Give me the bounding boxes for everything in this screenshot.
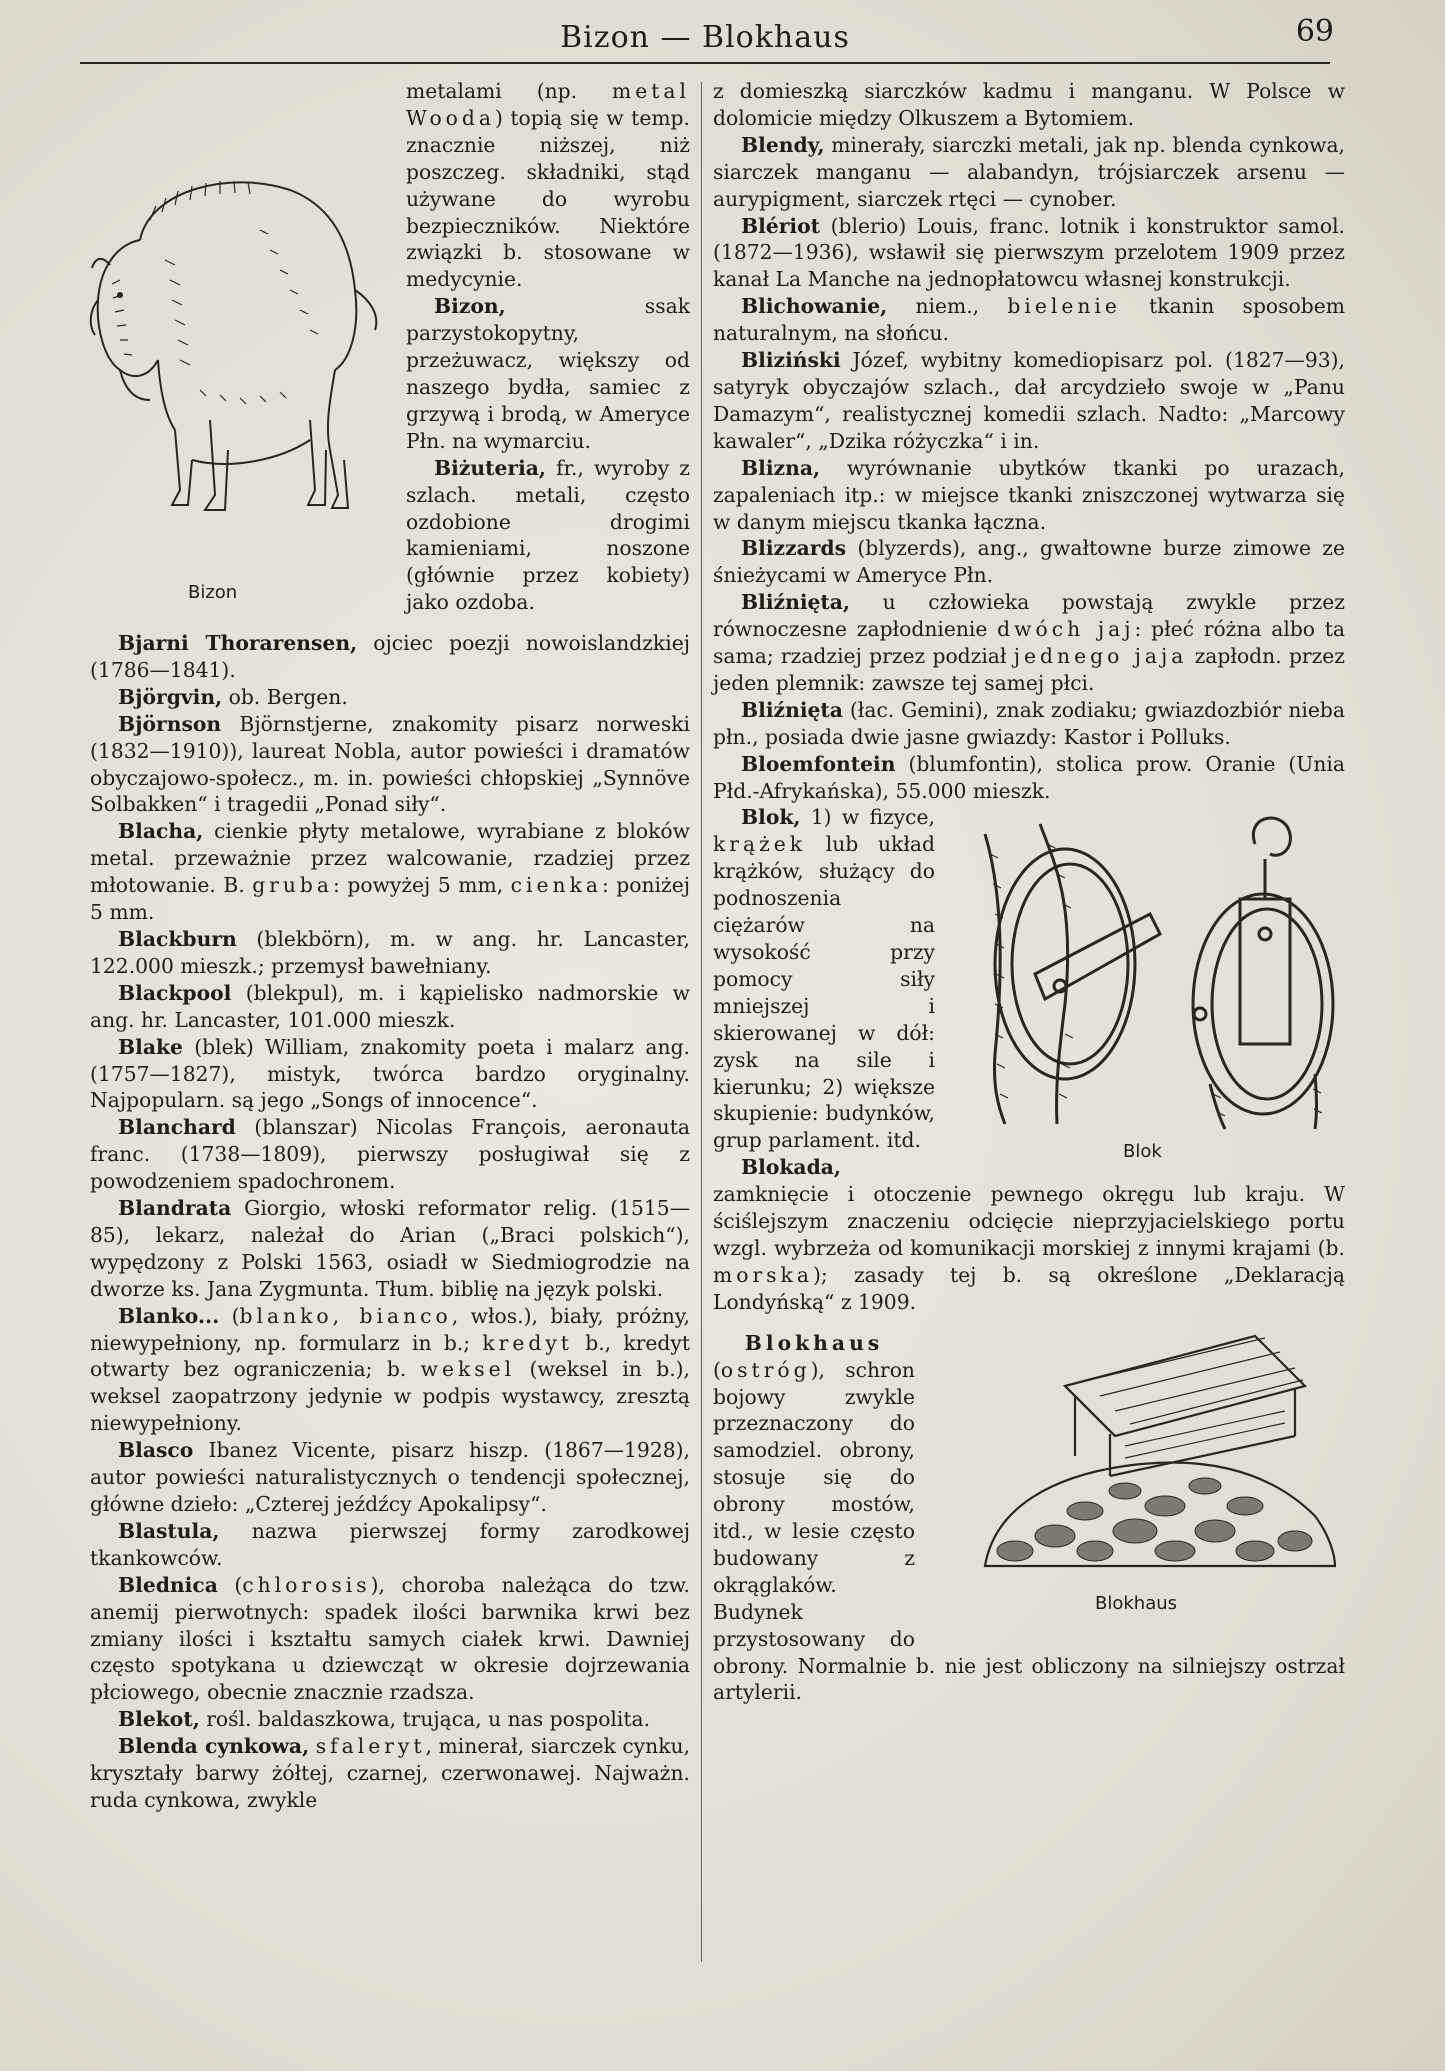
entry-text: (blek) William, znakomity poeta i malarz ang. (1757—1827), mistyk, twórca bardzo oryginalny. Najpopularn. są jego „Songs of innocence“. — [90, 1034, 690, 1113]
headword: Bizon, — [434, 294, 506, 319]
headword: Blastula, — [118, 1518, 220, 1543]
headword: Bjarni Thorarensen, — [118, 631, 358, 655]
entry-bjorgvin — [90, 684, 690, 711]
headword: Blandrata — [118, 1196, 232, 1221]
headword: Blizzards — [741, 536, 847, 561]
headword: Blériot — [741, 213, 821, 238]
entry-text: ), schron bojowy zwykle przeznaczony do samodziel. obrony, stosuje się do obrony mostów, itd., w lesie często budowany z okrąglaków. Budynek przystosowany do obrony. Normalnie b. nie jest obliczony na silniejszy ostrzał artylerii. — [713, 1357, 1345, 1705]
spaced-term: bielenie — [1007, 294, 1121, 319]
spaced-term: jednego jaja — [1013, 644, 1188, 669]
entry-text: zamknięcie i otoczenie pewnego okręgu lub kraju. W ściślejszym znaczeniu odcięcie nieprzyjacielskiego portu wzgl. wybrzeża od komunikacji morskiej z innymi krajami (b. — [713, 1182, 1345, 1260]
headword: Blanchard — [118, 1115, 236, 1140]
entry-blasco — [90, 1437, 690, 1518]
right-column — [713, 78, 1345, 1706]
entry-text: ssak parzystokopytny, przeżuwacz, większy od naszego bydła, samiec z grzywą i brodą, w Ameryce Płn. na wymarciu. — [406, 294, 690, 453]
headword: Blanko... — [118, 1303, 220, 1328]
headword: Björgvin, — [118, 684, 223, 709]
headword: Blekot, — [118, 1707, 200, 1732]
entry-text: metalami (np. — [406, 79, 613, 103]
entry-bloemfontein — [713, 751, 1345, 805]
spaced-term: dwóch jaj — [997, 617, 1135, 642]
entry-text: ( — [219, 1303, 240, 1328]
spaced-term: blanko, bianco — [239, 1303, 452, 1328]
entry-text: (weksel in b.), weksel zaopatrzony jedynie w podpis wystawcy, zresztą niewypełniony. — [90, 1357, 690, 1436]
entry-bjornson — [90, 711, 690, 819]
entry-text: , minerał, siarczek cynku, kryształy barwy żółtej, czarnej, czerwonawej. Najważn. ruda cynkowa, zwykle — [90, 1734, 690, 1812]
entry-bleriot — [713, 213, 1345, 294]
entry-text: (blekbörn), m. w ang. hr. Lancaster, 122.000 mieszk.; przemysł bawełniany. — [90, 926, 690, 978]
headword: Blake — [118, 1034, 183, 1059]
spaced-term: metal Wooda — [406, 79, 690, 130]
entry-text: Björnstjerne, znakomity pisarz norweski (1832—1910)), laureat Nobla, autor powieści i dramatów obyczajowo-społecz., m. in. powieści chłopskiej „Synnöve Solbakken“ i tragedii „Ponad siły“. — [90, 711, 690, 817]
entry-text: , włos.), biały, próżny, niewypełniony, np. formularz in b.; — [90, 1303, 691, 1355]
entry-blednica — [90, 1572, 690, 1707]
entry-blichowanie — [713, 293, 1345, 347]
entry-continuation — [713, 78, 1345, 132]
running-header — [80, 14, 1334, 64]
entry-text: (blekpul), m. i kąpielisko nadmorskie w ang. hr. Lancaster, 101.000 mieszk. — [90, 980, 690, 1032]
entry-text: (łac. Gemini), znak zodiaku; gwiazdozbiór nieba płn., posiada dwie jasne gwiazdy: Kastor i Polluks. — [713, 697, 1345, 749]
entry-text: minerały, siarczki metali, jak np. blenda cynkowa, siarczek manganu — alabandyn, trójsiarczek arsenu — aurypigment, siarczek rtęci — cynober. — [713, 132, 1345, 211]
headword: Blokada, — [741, 1155, 841, 1180]
entry-blizzards — [713, 535, 1345, 589]
headword: Bliźnięta — [741, 697, 843, 722]
entry-blanchard — [90, 1114, 690, 1195]
entry-text: lub układ krążków, służący do podnoszenia ciężarów na wysokość przy pomocy siły mniejszej i skierowanej w dół: zysk na sile i kierunku; 2) większe skupienie: budynków, grup parlament. itd. — [713, 832, 935, 1153]
entry-blizinski — [713, 347, 1345, 455]
bison-caption: Bizon — [188, 582, 238, 603]
entry-text: Giorgio, włoski reformator relig. (1515—85), lekarz, należał do Arian („Braci polskich“), wypędzony z Polski 1563, osiadł w Siedmiogrodzie na dworze ks. Jana Zygmunta. Tłum. biblię na język polski. — [90, 1196, 690, 1301]
headword: Bliźnięta, — [741, 590, 850, 615]
entry-text: ( — [217, 1572, 243, 1597]
bison-illustration — [80, 160, 390, 600]
entry-text: tkanin sposobem naturalnym, na słońcu. — [713, 294, 1345, 346]
spaced-term: morska — [713, 1262, 813, 1287]
entry-blandrata — [90, 1195, 690, 1303]
headword: Björnson — [118, 711, 222, 736]
entry-blackburn — [90, 926, 690, 980]
header-title: Bizon — Blokhaus — [560, 20, 850, 55]
left-column — [90, 78, 690, 1814]
entry-text: (blanszar) Nicolas François, aeronauta franc. (1738—1809), pierwszy posługiwał się z powodzeniem spadochronem. — [90, 1115, 690, 1194]
entry-text: ( — [713, 1357, 721, 1382]
headword: Blasco — [118, 1438, 194, 1463]
entry-blastula — [90, 1518, 690, 1572]
entry-text: ojciec poezji nowoislandzkiej (1786—1841). — [90, 631, 690, 682]
spaced-term: kredyt — [482, 1330, 573, 1355]
entry-text: : płeć różna albo ta sama; rzadziej przez podział — [713, 617, 1345, 669]
blok-figure — [945, 804, 1345, 1164]
entry-text: (blyzerds), ang., gwałtowne burze zimowe ze śnieżycami w Ameryce Płn. — [713, 536, 1345, 588]
entry-text: zapłodn. przez jeden plemnik: zawsze tej samej płci. — [713, 644, 1345, 695]
headword: Blednica — [118, 1572, 218, 1597]
entry-blokada — [713, 1154, 1345, 1315]
entry-blekot — [90, 1706, 690, 1733]
headword: Blizna, — [741, 455, 821, 480]
entry-text: u człowieka powstają zwykle przez równoczesne zapłodnienie — [713, 590, 1345, 642]
headword: Bloemfontein — [741, 751, 896, 776]
blokhaus-figure — [925, 1316, 1345, 1626]
entry-text: ), choroba należąca do tzw. anemij pierwotnych: spadek ilości barwnika krwi bez zmiany ilości i kształtu samych ciałek krwi. Dawniej często spotykana u dziewcząt w okresie dojrzewania płciowego, obecnie znacznie rzadsza. — [90, 1572, 690, 1705]
entry-text: z domieszką siarczków kadmu i manganu. W Polsce w dolomicie między Olkuszem a Bytomiem. — [713, 79, 1345, 130]
entry-text: Józef, wybitny komediopisarz pol. (1827—93), satyryk obyczajów szlach., dał arcydzieło swoje w „Panu Damazym“, realistycznej komedii szlach. Nadto: „Marcowy kawaler“, „Dzika różyczka“ i in. — [713, 348, 1345, 453]
headword: Blackburn — [118, 926, 237, 951]
entry-blendy — [713, 132, 1345, 213]
entry-blenda-cynkowa — [90, 1733, 690, 1814]
headword: Blenda cynkowa, — [118, 1734, 310, 1759]
spaced-term: cienka — [510, 873, 602, 898]
entry-blacha — [90, 818, 690, 926]
entry-text: cienkie płyty metalowe, wyrabiane z bloków metal. przeważnie przez walcowanie, rzadziej przez młotowanie. B. — [90, 819, 690, 898]
entry-text: nazwa pierwszej formy zarodkowej tkankowców. — [90, 1518, 690, 1570]
spaced-term: ostróg — [720, 1357, 811, 1382]
headword: Blokhaus — [744, 1330, 884, 1355]
spaced-term: krążek — [713, 832, 807, 857]
entry-text: : powyżej 5 mm, — [333, 873, 511, 898]
spaced-term: chlorosis — [242, 1572, 371, 1597]
spaced-term: weksel — [420, 1357, 516, 1382]
entry-blake — [90, 1034, 690, 1115]
entry-bjarni — [90, 630, 690, 684]
entry-text: Ibanez Vicente, pisarz hiszp. (1867—1928), autor powieści naturalistycznych o tendencji społecznej, główne dzieło: „Czterej jeźdźcy Apokalipsy“. — [90, 1438, 690, 1516]
pulley-illustration — [945, 804, 1345, 1134]
entry-blanko — [90, 1303, 690, 1438]
spaced-term: sfaleryt — [315, 1734, 426, 1759]
blokhaus-caption: Blokhaus — [1095, 1592, 1178, 1614]
entry-text: (blerio) Louis, franc. lotnik i konstruktor samol. (1872—1936), wsławił się pierwszym przelotem 1909 przez kanał La Manche na jednopłatowcu własnej konstrukcji. — [713, 213, 1345, 292]
headword: Blok, — [741, 805, 801, 830]
blockhouse-illustration — [925, 1316, 1345, 1586]
entry-text: rośl. baldaszkowa, trująca, u nas pospolita. — [199, 1707, 651, 1732]
entry-text: 1) w fizyce, — [800, 805, 935, 830]
entry-blizneta-gemini — [713, 697, 1345, 751]
entry-text: niem., — [887, 294, 1008, 319]
entry-blizna — [713, 455, 1345, 536]
entry-text: b., kredyt otwarty bez ograniczenia; b. — [90, 1330, 690, 1382]
entry-text: ) topią się w temp. znacznie niższej, niż poszczeg. składniki, stąd używane do wyrobu bezpieczników. Niektóre związki b. stosowane w medycynie. — [406, 105, 690, 292]
headword: Biżuteria, — [434, 455, 546, 480]
entry-text: : poniżej 5 mm. — [90, 873, 691, 925]
entry-text: ); zasady tej b. są określone „Deklaracją Londyńską“ z 1909. — [713, 1262, 1345, 1314]
entry-text: ob. Bergen. — [222, 684, 348, 709]
entry-text: (blumfontin), stolica prow. Oranie (Unia Płd.-Afrykańska), 55.000 mieszk. — [713, 751, 1345, 803]
spaced-term: gruba — [252, 873, 334, 898]
entry-blackpool — [90, 980, 690, 1034]
entry-text: wyrównanie ubytków tkanki po urazach, zapaleniach itp.: w miejsce tkanki zniszczonej wytwarza się w danym miejscu tkanka łączna. — [713, 455, 1345, 534]
entry-text — [309, 1734, 316, 1758]
headword: Blendy, — [741, 132, 825, 157]
column-divider — [701, 82, 702, 1962]
headword: Blacha, — [118, 819, 204, 844]
bison-figure — [80, 160, 390, 630]
headword: Bliziński — [741, 348, 841, 373]
headword: Blackpool — [118, 980, 232, 1005]
headword: Blichowanie, — [741, 294, 888, 319]
blok-caption: Blok — [1123, 1141, 1162, 1163]
entry-blizneta-twins — [713, 589, 1345, 697]
entry-text: fr., wyroby z szlach. metali, często ozdobione drogimi kamieniami, noszone (głównie przez kobiety) jako ozdoba. — [406, 455, 690, 615]
page-number: 69 — [1295, 14, 1334, 49]
